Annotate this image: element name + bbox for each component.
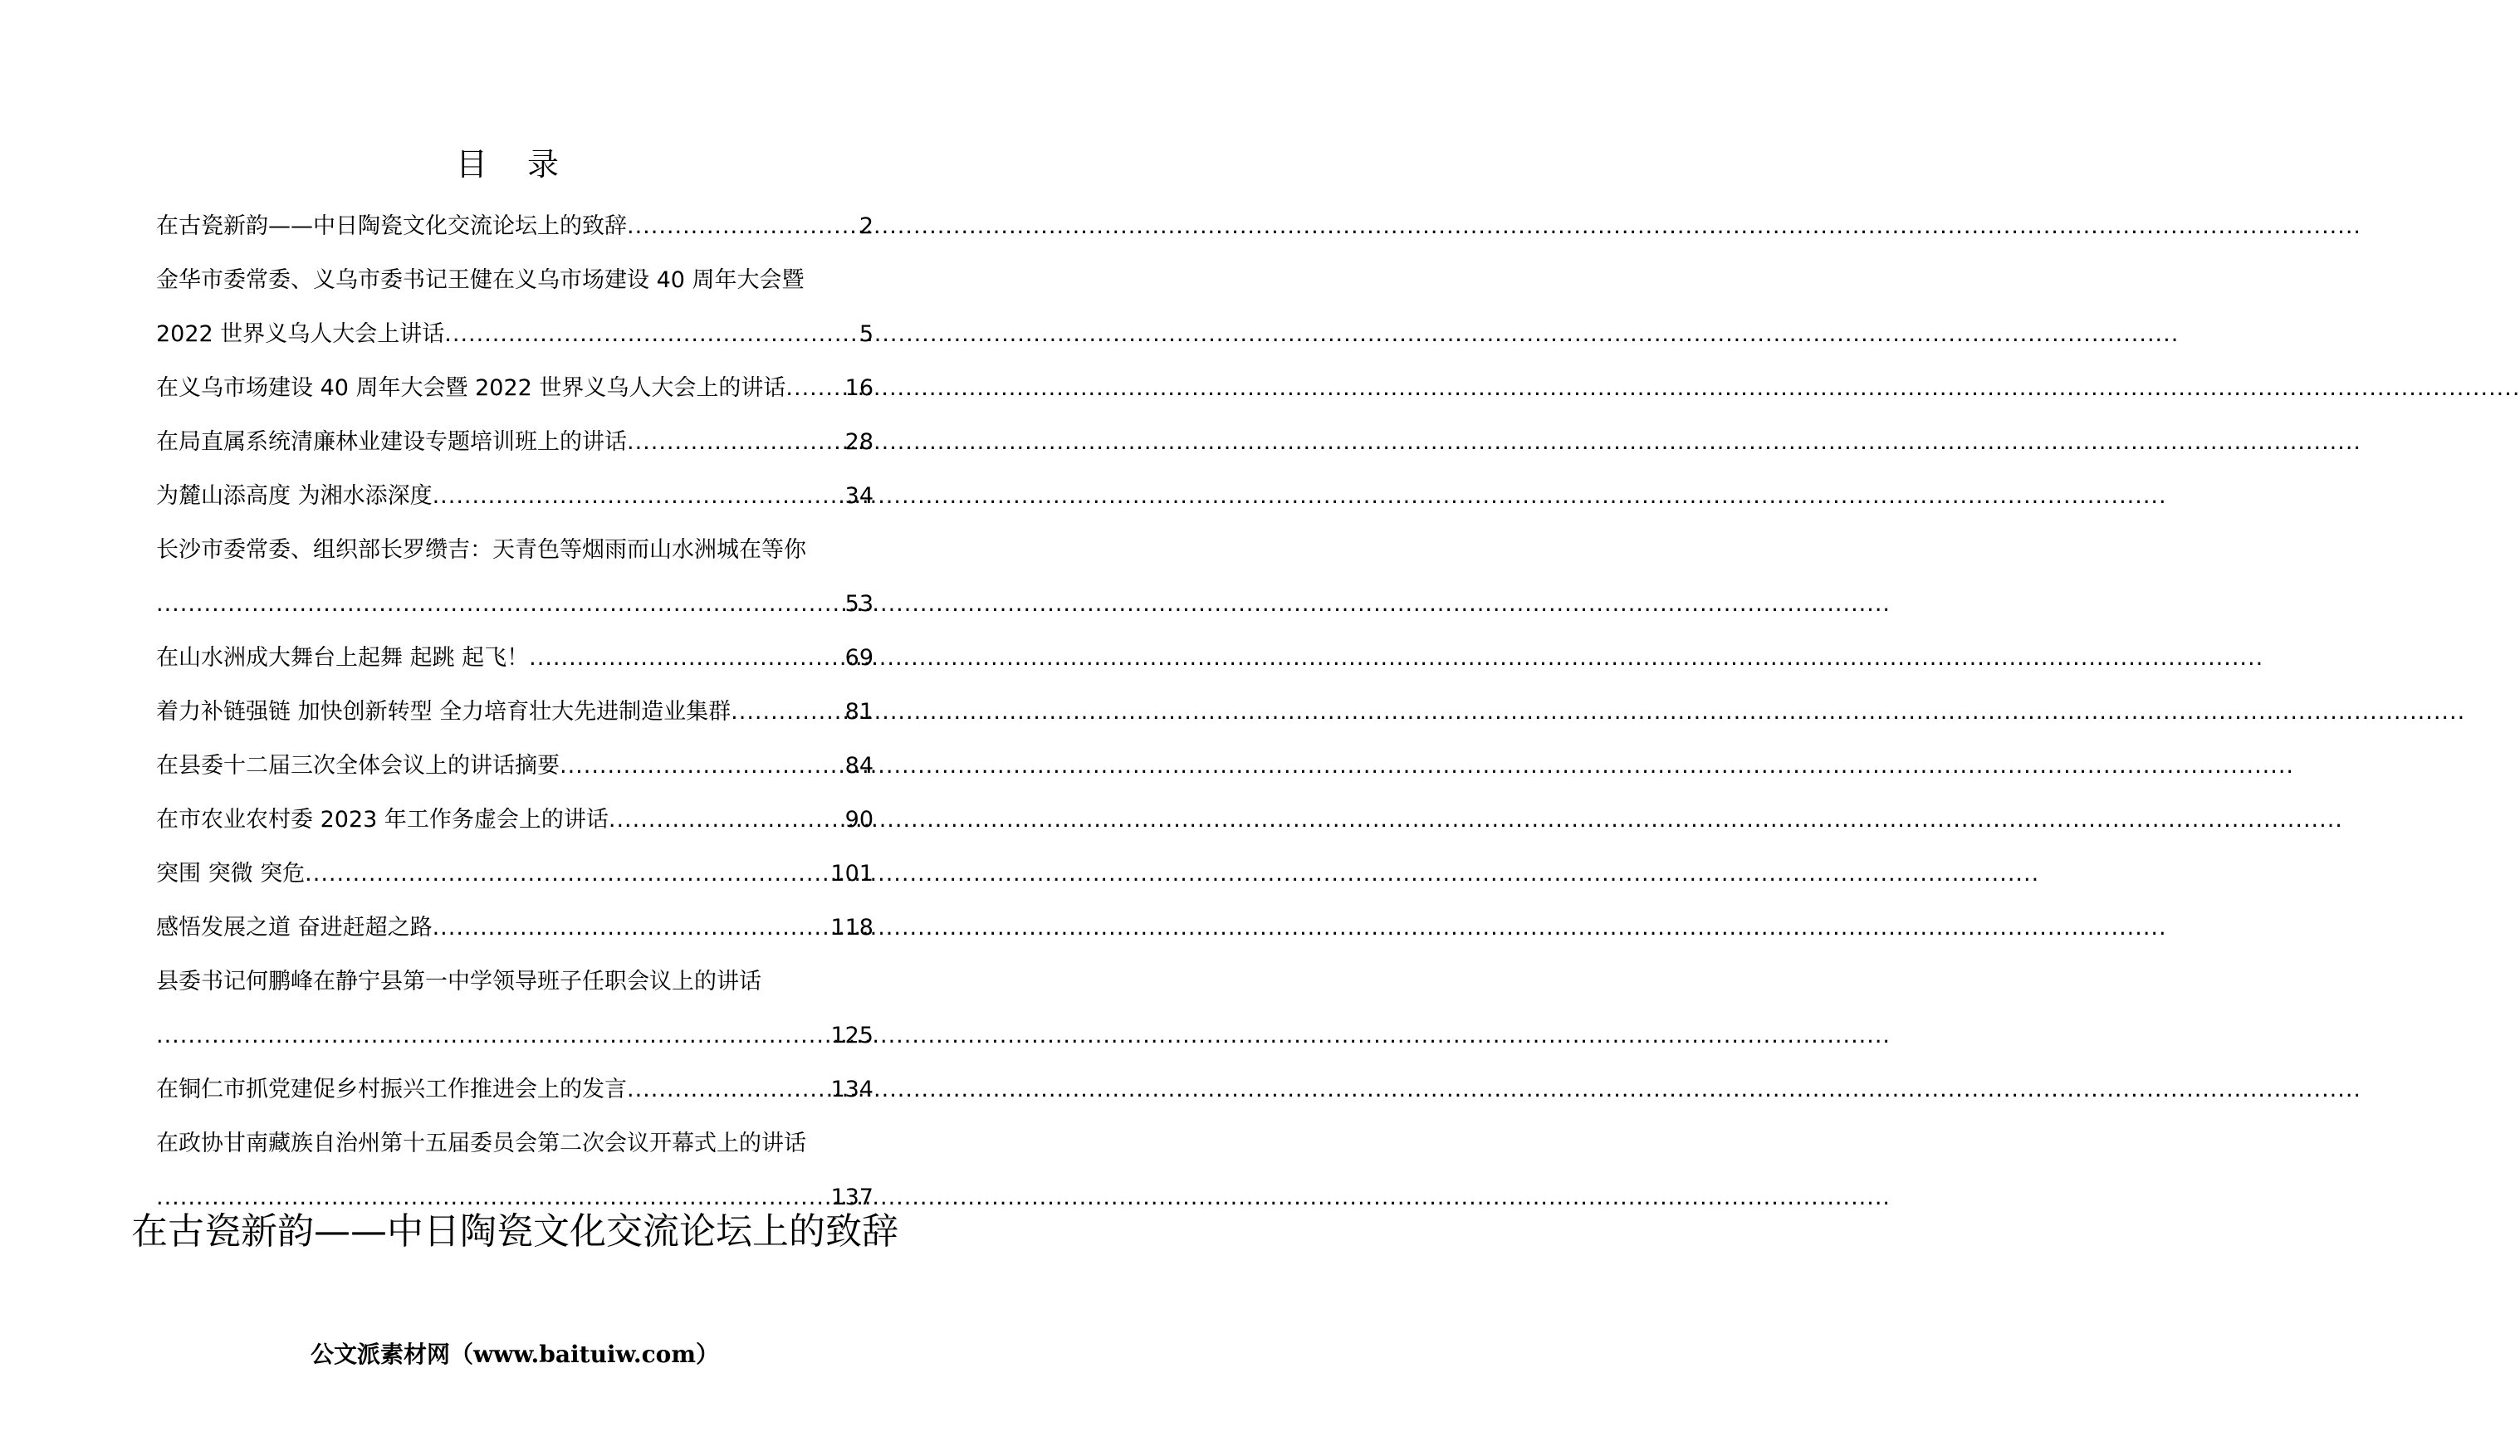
table-of-contents bbox=[156, 199, 873, 1224]
toc-entry-title: 感悟发展之道 奋进赶超之路 bbox=[156, 915, 433, 941]
toc-entry[interactable] bbox=[156, 361, 873, 415]
toc-entry-page: 5 bbox=[859, 321, 873, 347]
toc-entry-title: 在古瓷新韵——中日陶瓷文化交流论坛上的致辞 bbox=[156, 213, 627, 239]
toc-entry-page: 16 bbox=[844, 375, 873, 401]
toc-entry[interactable] bbox=[156, 739, 873, 793]
toc-leader-dots bbox=[529, 631, 844, 685]
toc-entry-title: 2022 世界义乌人大会上讲话 bbox=[156, 321, 445, 347]
toc-entry[interactable] bbox=[156, 793, 873, 847]
toc-entry-page: 69 bbox=[844, 645, 873, 671]
toc-entry-title: 突围 突微 突危 bbox=[156, 861, 306, 887]
toc-entry-page: 34 bbox=[844, 483, 873, 509]
article-title: 在古瓷新韵——中日陶瓷文化交流论坛上的致辞 bbox=[131, 1210, 898, 1253]
toc-entry[interactable] bbox=[156, 469, 873, 523]
toc-entry[interactable] bbox=[156, 577, 873, 631]
toc-entry-title-line[interactable]: 县委书记何鹏峰在静宁县第一中学领导班子任职会议上的讲话 bbox=[156, 969, 761, 994]
toc-entry[interactable] bbox=[156, 1063, 873, 1116]
toc-entry-page: 81 bbox=[844, 699, 873, 725]
toc-entry-page: 101 bbox=[830, 861, 873, 887]
toc-entry[interactable] bbox=[156, 1009, 873, 1063]
toc-entry-page: 137 bbox=[830, 1185, 873, 1210]
toc-entry-title-line[interactable]: 金华市委常委、义乌市委书记王健在义乌市场建设 40 周年大会暨 bbox=[156, 267, 805, 293]
toc-leader-dots bbox=[433, 901, 831, 955]
toc-leader-dots bbox=[156, 577, 845, 631]
toc-entry[interactable] bbox=[156, 199, 873, 253]
toc-entry-title: 着力补链强链 加快创新转型 全力培育壮大先进制造业集群 bbox=[156, 699, 732, 725]
toc-entry-title: 为麓山添高度 为湘水添深度 bbox=[156, 483, 433, 509]
toc-entry-page: 84 bbox=[844, 753, 873, 779]
toc-entry-page: 125 bbox=[830, 1023, 873, 1048]
toc-entry-title: 在山水洲成大舞台上起舞 起跳 起飞！ bbox=[156, 645, 530, 671]
toc-leader-dots bbox=[560, 739, 845, 793]
toc-leader-dots bbox=[627, 415, 845, 469]
toc-entry-title: 在市农业农村委 2023 年工作务虚会上的讲话 bbox=[156, 807, 609, 833]
toc-entry-title: 在义乌市场建设 40 周年大会暨 2022 世界义乌人大会上的讲话 bbox=[156, 375, 786, 401]
toc-leader-dots bbox=[627, 199, 859, 253]
source-watermark: 公文派素材网（www.baituiw.com） bbox=[311, 1341, 719, 1368]
toc-entry[interactable] bbox=[156, 415, 873, 469]
toc-leader-dots bbox=[444, 307, 859, 361]
toc-entry[interactable] bbox=[156, 901, 873, 955]
toc-leader-dots bbox=[156, 1009, 830, 1063]
toc-leader-dots bbox=[609, 793, 845, 847]
toc-entry[interactable] bbox=[156, 307, 873, 361]
toc-leader-dots bbox=[627, 1063, 830, 1116]
toc-entry-page: 53 bbox=[844, 591, 873, 617]
toc-entry-page: 118 bbox=[830, 915, 873, 941]
toc-entry-title: 在局直属系统清廉林业建设专题培训班上的讲话 bbox=[156, 429, 627, 455]
toc-leader-dots bbox=[785, 361, 844, 415]
toc-title: 目 录 bbox=[455, 146, 575, 183]
toc-entry-page: 28 bbox=[844, 429, 873, 455]
toc-entry-title: 在铜仁市抓党建促乡村振兴工作推进会上的发言 bbox=[156, 1077, 627, 1102]
toc-entry[interactable] bbox=[156, 685, 873, 739]
toc-entry-page: 2 bbox=[859, 213, 873, 239]
toc-leader-dots bbox=[731, 685, 844, 739]
toc-entry-title-line[interactable]: 在政协甘南藏族自治州第十五届委员会第二次会议开幕式上的讲话 bbox=[156, 1131, 806, 1156]
toc-entry-page: 90 bbox=[844, 807, 873, 833]
toc-entry-title: 在县委十二届三次全体会议上的讲话摘要 bbox=[156, 753, 560, 779]
toc-leader-dots bbox=[305, 847, 830, 901]
toc-entry[interactable] bbox=[156, 847, 873, 901]
toc-leader-dots bbox=[433, 469, 845, 523]
toc-entry-page: 134 bbox=[830, 1077, 873, 1102]
toc-entry-title-line[interactable]: 长沙市委常委、组织部长罗缵吉：天青色等烟雨而山水洲城在等你 bbox=[156, 537, 806, 563]
toc-entry[interactable] bbox=[156, 631, 873, 685]
